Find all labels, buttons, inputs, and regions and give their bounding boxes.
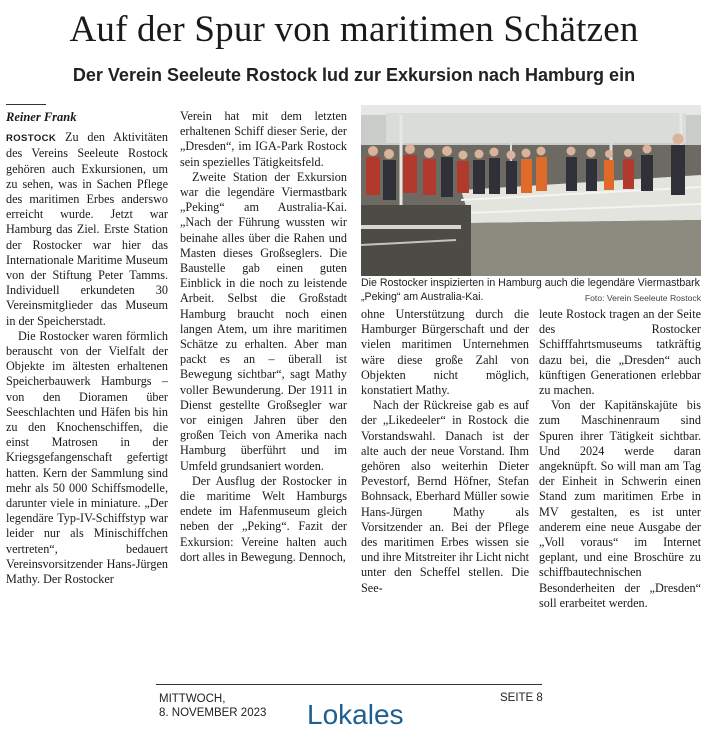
- section-name: Lokales: [307, 699, 404, 730]
- dateline: ROSTOCK: [6, 133, 57, 145]
- footer-weekday: MITTWOCH,: [159, 693, 226, 705]
- paragraph-text: Zu den Aktivitäten des Vereins Seeleute Rostock gehören auch Exkursionen, um zu sehen, was in Sachen Pflege des maritimen Erbes anderswo erreicht wurde. Jetzt war Hamburg das Ziel. Erste Station der Rostocker war hier das Internationale Maritime Museum von der Stiftung Peter Tamms. Individuell erkundeten 30 Vereinsmitglieder das Museum in der Speicherstadt.: [6, 130, 169, 328]
- article-paragraph: Der Ausflug der Rostocker in die maritime Welt Hamburgs endete im Hafenmuseum gleich neben der „Peking“. Fazit der Exkursion: Vereine halten auch dort alles in Bewegung. Dennoch,: [180, 473, 347, 564]
- article-column-4: [539, 307, 701, 611]
- photo-caption: [361, 277, 701, 305]
- article-column-3: [361, 307, 529, 596]
- article-paragraph: Die Rostocker waren förmlich berauscht von der Vielfalt der Objekte im ältesten erhaltenen Speicherbauwerk Hamburgs – von den Dioramen über Seeschlachten und Häfen bis hin zu den Knochenschiffen, die einst Matrosen in der Kriegsgefangenschaft gefertigt hatten. Kern der Sammlung sind mehr als 50 000 Schiffsmodelle, darunter viele in miniature. „Der legendäre Typ-IV-Schiffstyp war leider nur als Minischiffchen vertreten“, bedauert Vereinsvorsitzender Hans-Jürgen Mathy. Der Rostocker: [6, 328, 168, 587]
- article-paragraph: Von der Kapitänskajüte bis zum Maschinenraum sind Spuren ihrer Tätigkeit sichtbar. Und 2024 werde daran angeknüpft. So will man am Tag der Einheit in Schwerin einen Stand zum maritimen Erbe in MV gestalten, es ist unter anderem eine neue Ausgabe der „Voll voraus“ im Internet geplant, und eine Broschüre zu schiffbautechnischen Besonderheiten der „Dresden“ soll erarbeitet werden.: [539, 398, 701, 610]
- article-paragraph: Nach der Rückreise gab es auf der „Likedeeler“ in Rostock die Vorstandswahl. Danach ist der alte auch der neue Vorstand. Ihm gehören also weiterhin Dieter Pevestorf, Bernd Höfner, Stefan Bohnsack, Eberhard Müller sowie Hans-Jürgen Mathy als Vorsitzender an. Bei der Pflege des maritimen Erbes wissen sie und ihre Mitstreiter ihr Licht nicht unter den Scheffel stellen. Die See-: [361, 398, 529, 595]
- article-photo: [361, 105, 701, 276]
- author-rule: [6, 104, 46, 105]
- footer-full-date: 8. NOVEMBER 2023: [159, 707, 267, 719]
- article-paragraph: Verein hat mit dem letzten erhaltenen Schiff dieser Serie, der „Dresden“, im IGA-Park Rostock sein spezielles Tätigkeitsfeld.: [180, 109, 347, 169]
- museum-ship-photo: [361, 105, 701, 276]
- article-column-1: [6, 104, 168, 587]
- article-paragraph: ohne Unterstützung durch die Hamburger Bürgerschaft und der vielen maritimen Unternehmen wäre diese große Zahl von Objekten nicht möglich, konstatiert Mathy.: [361, 307, 529, 398]
- photo-credit: Foto: Verein Seeleute Rostock: [584, 292, 701, 303]
- subheadline: Der Verein Seeleute Rostock lud zur Exkursion nach Hamburg ein: [72, 65, 636, 85]
- article-paragraph: leute Rostock tragen an der Seite des Rostocker Schifffahrtsmuseums tatkräftig dazu bei, die „Dresden“ auch künftigen Generationen erlebbar zu machen.: [539, 307, 701, 398]
- article-column-2: [180, 109, 347, 565]
- page-number: SEITE 8: [500, 692, 543, 704]
- article-paragraph: [6, 130, 168, 329]
- footer-date: [159, 692, 266, 720]
- headline: Auf der Spur von maritimen Schätzen: [69, 9, 639, 50]
- caption-text: Die Rostocker inspizierten in Hamburg auch die legendäre Viermastbark „Peking“ am Australia-Kai.: [361, 277, 700, 303]
- author-byline: Reiner Frank: [6, 110, 77, 124]
- article-paragraph: Zweite Station der Exkursion war die legendäre Viermastbark „Peking“ am Australia-Kai. „Nach der Führung wussten wir beinahe alles über die Rahen und Masten dieses Großseglers. Die Baustelle gab einen guten Einblick in die noch zu leistende Arbeit. Selbst die Großstadt Hamburg braucht noch einen langen Atem, um ihre maritimen Schätze zu erhalten. Aber man packt es an – überall ist Bewegung sichtbar“, sagt Mathy voller Bewunderung. Der 1911 in Dienst gestellte Großsegler war vor einigen Jahren über den großen Teich von Amerika nach Hamburg überführt und im Umfeld grundsaniert worden.: [180, 169, 347, 473]
- footer-rule: [156, 684, 542, 685]
